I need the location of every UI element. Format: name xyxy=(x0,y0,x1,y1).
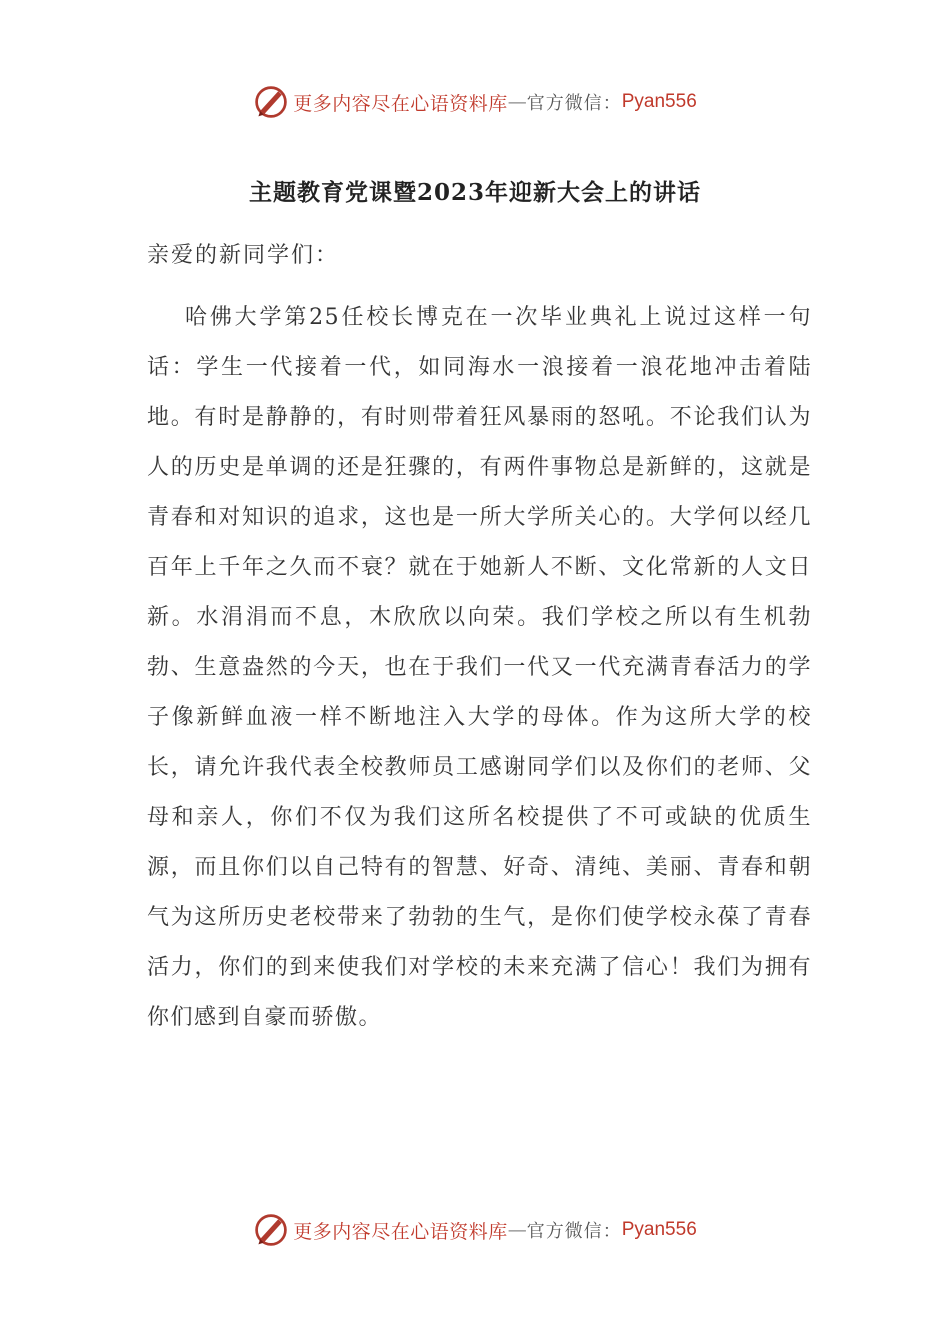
banner-contact-label: 官方微信： xyxy=(526,93,622,114)
header-banner xyxy=(0,82,950,122)
document-title: 主题教育党课暨2023年迎新大会上的讲话 xyxy=(248,179,701,206)
pen-logo-icon xyxy=(253,84,289,120)
body-paragraph: 哈佛大学第25任校长博克在一次毕业典礼上说过这样一句话：学生一代接着一代，如同海水一浪接着一浪花地冲击着陆地。有时是静静的，有时则带着狂风暴雨的怒吼。不论我们认为人的历史是单调的还是狂骤的，有两件事物总是新鲜的，这就是青春和对知识的追求，这也是一所大学所关心的。大学何以经几百年上千年之久而不衰？就在于她新人不断、文化常新的人文日新。水涓涓而不息，木欣欣以向荣。我们学校之所以有生机勃勃、生意盎然的今天，也在于我们一代又一代充满青春活力的学子像新鲜血液一样不断地注入大学的母体。作为这所大学的校长，请允许我代表全校教师员工感谢同学们以及你们的老师、父母和亲人，你们不仅为我们这所名校提供了不可或缺的优质生源，而且你们以自己特有的智慧、好奇、清纯、美丽、青春和朝气为这所历史老校带来了勃勃的生气，是你们使学校永葆了青春活力，你们的到来使我们对学校的未来充满了信心！我们为拥有你们感到自豪而骄傲。 xyxy=(147,305,812,1030)
banner-main-text: 更多内容尽在心语资料库 xyxy=(293,1220,508,1243)
pen-logo-icon xyxy=(253,1212,289,1248)
banner-separator: — xyxy=(507,91,527,113)
footer-banner xyxy=(0,1210,950,1250)
banner-main-text: 更多内容尽在心语资料库 xyxy=(293,92,508,115)
greeting: 亲爱的新同学们： xyxy=(147,243,340,268)
banner-wechat-id: Pyan556 xyxy=(621,91,697,112)
banner-wechat-id: Pyan556 xyxy=(621,1219,697,1240)
banner-contact-label: 官方微信： xyxy=(526,1221,622,1242)
banner-separator: — xyxy=(507,1219,527,1241)
